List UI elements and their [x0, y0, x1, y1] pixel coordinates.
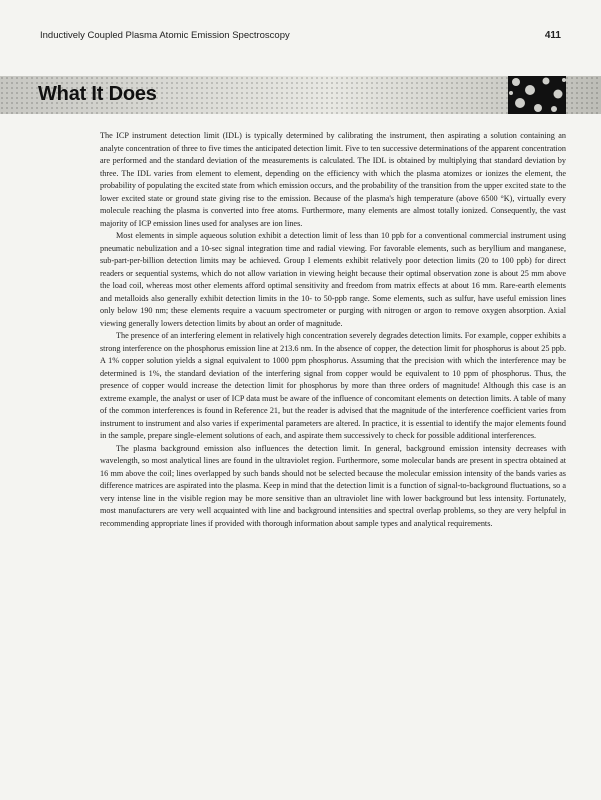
- paragraph-3: The presence of an interfering element in relatively high concentration severely degrades detection limits. For example, copper exhibits a strong interference on the phosphorus emission line at 213.6 nm. In the absence of copper, the detection limit for phosphorus is about 25 ppb. A 1% copper solution yields a signal equivalent to 1000 ppm phosphorus. Assuming that the precision with which the interference may be determined is 1%, the standard deviation of the interfering signal from copper would be equivalent to 10 ppm of phosphorus. Thus, the presence of copper would increase the detection limit for phosphorus by more than three orders of magnitude! Although this case is an extreme example, the analyst or user of ICP data must be aware of the influence of concomitant elements on detection limits. A table of many of the common interferences is found in Reference 21, but the reader is advised that the magnitude of the interference coefficient varies from instrument to instrument and also varies if experimental parameters are altered. In practice, it is essential to identify the major elements found in the sample, prepare single-element solutions of each, and aspirate them successively to check for possible additional interferences.: [100, 331, 566, 440]
- paragraph-4: The plasma background emission also influences the detection limit. In general, background emission intensity decreases with wavelength, so most analytical lines are found in the ultraviolet region. Furthermore, some molecular bands are present in spectra obtained at 16 mm above the coil; lines overlapped by such bands should not be selected because the molecular emission intensity of the bands varies as difference matrices are aspirated into the plasma. Keep in mind that the detection limit is a function of signal-to-background fluctuations, so a very intense line in the visible region may be more sensitive than an ultraviolet line with lower background but less intensity. Fortunately, most manufacturers are very well acquainted with line and background intensities and spectral overlap problems, so they are very helpful in recommending appropriate lines if provided with thorough information about sample types and analytical requirements.: [100, 443, 566, 528]
- section-banner: [0, 76, 601, 114]
- paragraph-1: The ICP instrument detection limit (IDL) is typically determined by calibrating the instrument, then aspirating a solution containing an analyte concentration of three to five times the anticipated detection limit. Five to ten successive determinations of the apparent concentration are performed and the standard deviation of the measurements is calculated. The IDL is obtained by multiplying that standard deviation by three. The IDL varies from element to element, depending on the efficiency with which the plasma atomizes or ionizes the element, the probability of populating the excited state from which emission occurs, and the probability of the transition from the upper excited state to the lower excited state or ground state giving rise to the emission. Because of the plasma's high temperature (above 6500 °K), virtually every molecule reaching the plasma is converted into free atoms. Furthermore, many elements are almost totally ionized. Consequently, the vast majority of ICP emission lines used for analyses are ion lines.: [100, 131, 566, 228]
- body-text: [100, 130, 566, 530]
- running-title: Inductively Coupled Plasma Atomic Emission Spectroscopy: [40, 30, 290, 41]
- section-heading: What It Does: [38, 83, 157, 105]
- paragraph-2: Most elements in simple aqueous solution exhibit a detection limit of less than 10 ppb for a conventional commercial instrument using pneumatic nebulization and a 10-sec signal integration time and radial viewing. For favorable elements, such as beryllium and manganese, sub-part-per-billion detection limits may be achieved. Group I elements exhibit relatively poor detection limits (20 to 100 ppb) for direct readers or sequential systems, which do not allow variation in viewing height because their optimal observation zone is about 25 mm above the load coil, whereas most other elements afford optimal sensitivity and freedom from matrix effects at about 16 mm. Rare-earth elements and metalloids also generally exhibit detection limits in the 10- to 50-ppb range. Some elements, such as sulfur, have useful emission lines only below 190 nm; these elements require a vacuum spectrometer or purging with nitrogen or argon to remove oxygen absorption. Axial viewing generally lowers detection limits by about an order of magnitude.: [100, 231, 566, 328]
- page-number: 411: [544, 30, 561, 41]
- running-head: [40, 30, 561, 46]
- banner-pattern-icon: [508, 76, 566, 114]
